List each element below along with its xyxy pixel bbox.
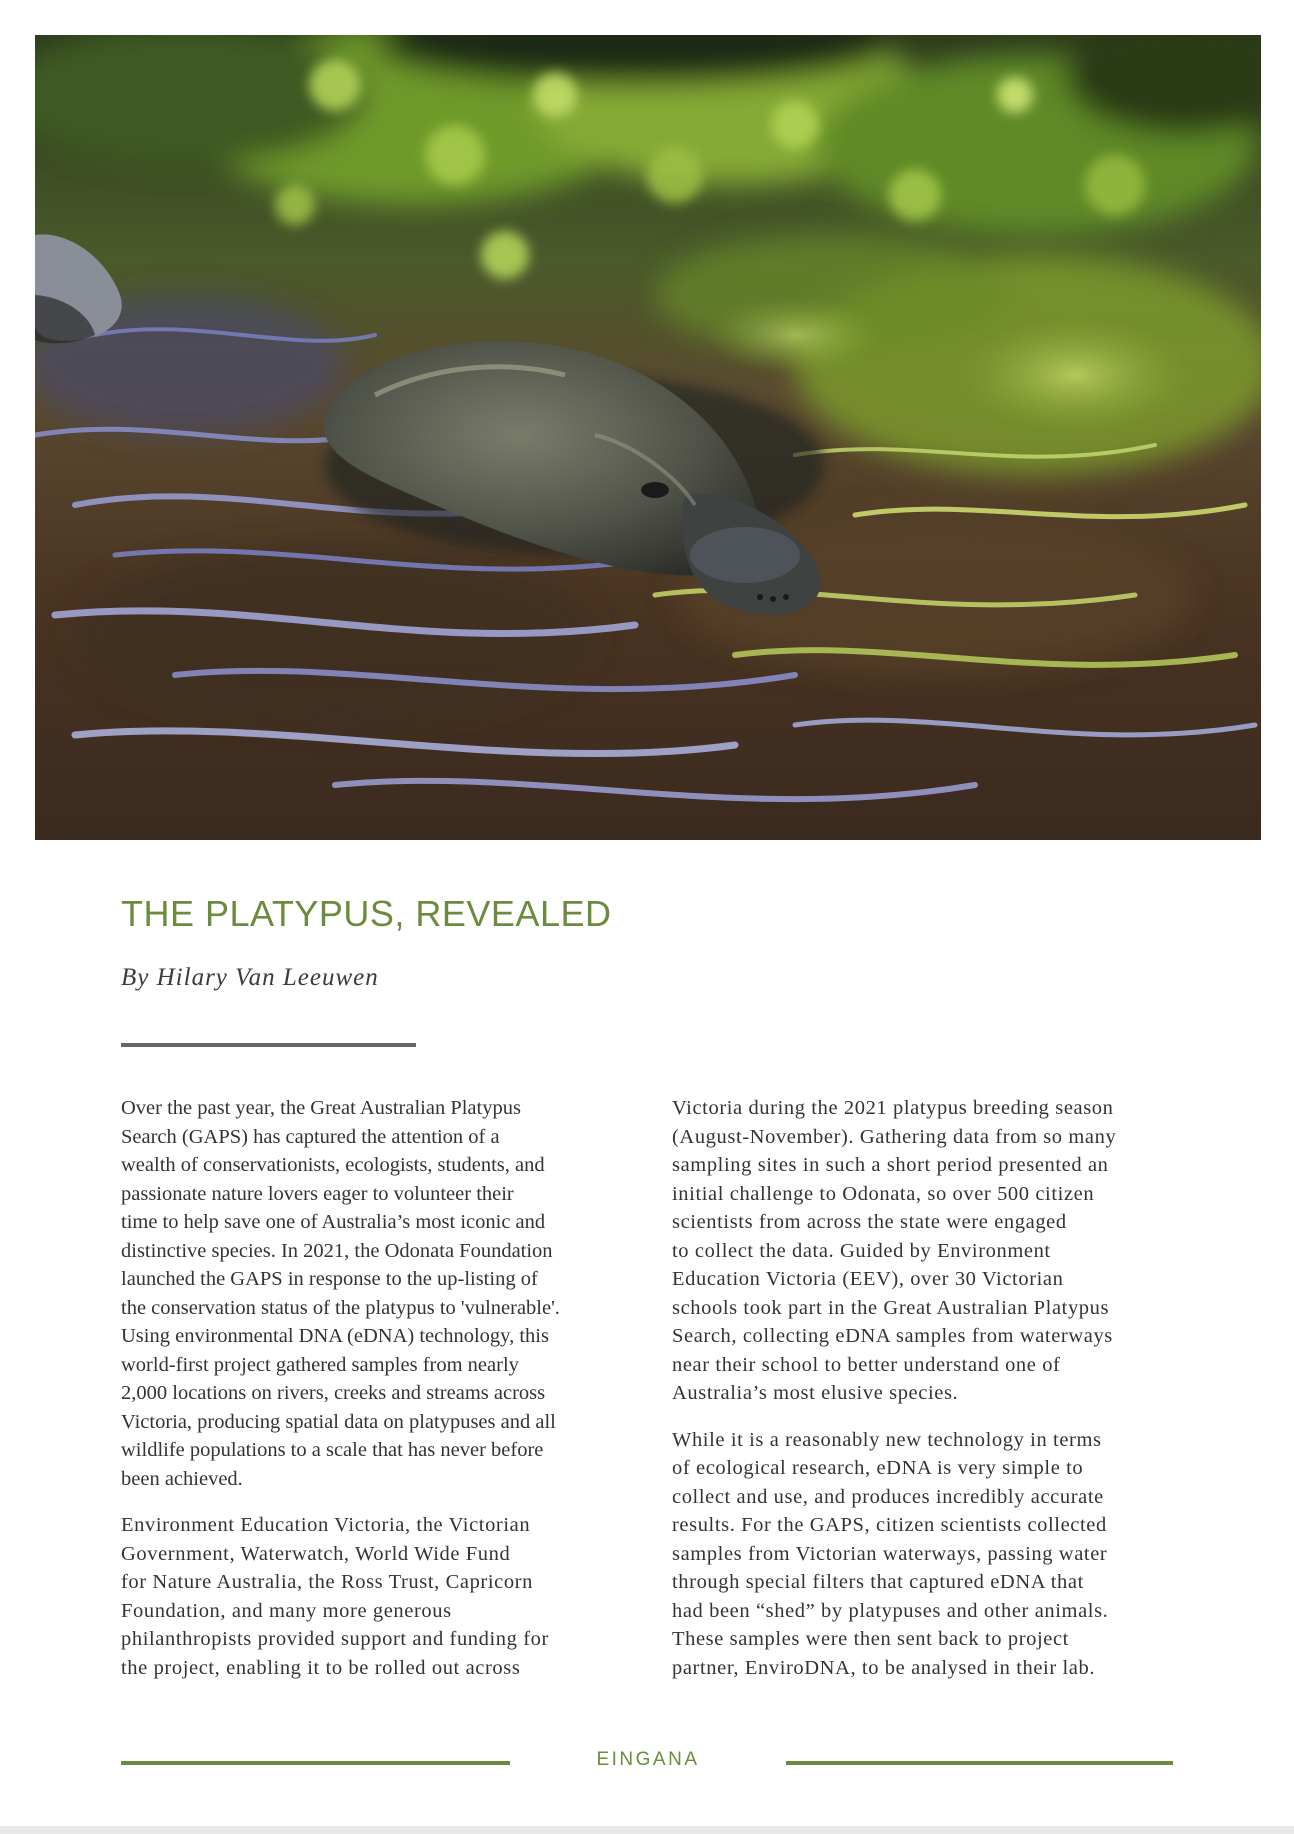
- text-line: initial challenge to Odonata, so over 500 citizen: [672, 1182, 1095, 1205]
- text-line: Search (GAPS) has captured the attention of a: [121, 1125, 500, 1148]
- text-line: distinctive species. In 2021, the Odonata Foundation: [121, 1239, 553, 1262]
- article-title: THE PLATYPUS, REVEALED: [121, 893, 612, 934]
- footer-divider-right: [786, 1761, 1173, 1765]
- text-line: near their school to better understand one of: [672, 1353, 1061, 1376]
- text-line: Victoria during the 2021 platypus breeding season: [672, 1097, 1114, 1119]
- text-line: sampling sites in such a short period presented an: [672, 1154, 1109, 1176]
- text-line: samples from Victorian waterways, passing water: [672, 1542, 1108, 1565]
- paragraph: [121, 1511, 621, 1682]
- footer-publication-name: EINGANA: [596, 1749, 700, 1770]
- text-line: Foundation, and many more generous: [121, 1599, 452, 1622]
- paragraph: [672, 1094, 1172, 1408]
- footer-divider-left: [121, 1761, 510, 1765]
- text-line: schools took part in the Great Australian Platypus: [672, 1296, 1110, 1319]
- hero-photo: [35, 35, 1261, 840]
- text-line: Government, Waterwatch, World Wide Fund: [121, 1542, 511, 1565]
- text-line: Search, collecting eDNA samples from waterways: [672, 1325, 1113, 1347]
- text-line: Australia’s most elusive species.: [672, 1382, 959, 1404]
- text-line: Using environmental DNA (eDNA) technology, this: [121, 1325, 549, 1347]
- text-line: Education Victoria (EEV), over 30 Victorian: [672, 1268, 1064, 1290]
- platypus-photo-illustration: [35, 35, 1261, 840]
- text-line: scientists from across the state were engaged: [672, 1211, 1067, 1233]
- article-byline: By Hilary Van Leeuwen: [121, 964, 379, 991]
- text-line: the project, enabling it to be rolled out across: [121, 1656, 521, 1679]
- text-line: collect and use, and produces incredibly accurate: [672, 1485, 1104, 1508]
- text-line: While it is a reasonably new technology in terms: [672, 1428, 1102, 1451]
- text-line: launched the GAPS in response to the up-listing of: [121, 1268, 538, 1290]
- text-line: to collect the data. Guided by Environment: [672, 1239, 1051, 1262]
- text-line: partner, EnviroDNA, to be analysed in their lab.: [672, 1656, 1096, 1679]
- article-column-right: [672, 1094, 1172, 1700]
- title-divider: [121, 1043, 416, 1047]
- text-line: passionate nature lovers eager to volunteer their: [121, 1182, 514, 1205]
- text-line: Environment Education Victoria, the Victorian: [121, 1514, 531, 1536]
- text-line: Over the past year, the Great Australian Platypus: [121, 1097, 521, 1119]
- text-line: wildlife populations to a scale that has never before: [121, 1439, 544, 1461]
- text-line: for Nature Australia, the Ross Trust, Capricorn: [121, 1571, 533, 1593]
- paragraph: [121, 1094, 621, 1493]
- text-line: results. For the GAPS, citizen scientists collected: [672, 1514, 1107, 1536]
- page-bottom-edge: [0, 1826, 1294, 1834]
- text-line: Victoria, producing spatial data on platypuses and all: [121, 1410, 556, 1433]
- text-line: the conservation status of the platypus to 'vulnerable'.: [121, 1296, 560, 1319]
- text-line: 2,000 locations on rivers, creeks and streams across: [121, 1382, 546, 1404]
- text-line: time to help save one of Australia’s most iconic and: [121, 1211, 546, 1233]
- text-line: been achieved.: [121, 1467, 243, 1490]
- text-line: of ecological research, eDNA is very simple to: [672, 1457, 1084, 1479]
- text-line: These samples were then sent back to project: [672, 1628, 1069, 1650]
- text-line: had been “shed” by platypuses and other animals.: [672, 1599, 1109, 1622]
- text-line: philanthropists provided support and funding for: [121, 1628, 549, 1650]
- text-line: wealth of conservationists, ecologists, students, and: [121, 1154, 545, 1176]
- paragraph: [672, 1426, 1172, 1683]
- text-line: through special filters that captured eDNA that: [672, 1571, 1084, 1593]
- text-line: (August-November). Gathering data from so many: [672, 1125, 1117, 1148]
- article-column-left: [121, 1094, 621, 1700]
- text-line: world-first project gathered samples from nearly: [121, 1353, 519, 1376]
